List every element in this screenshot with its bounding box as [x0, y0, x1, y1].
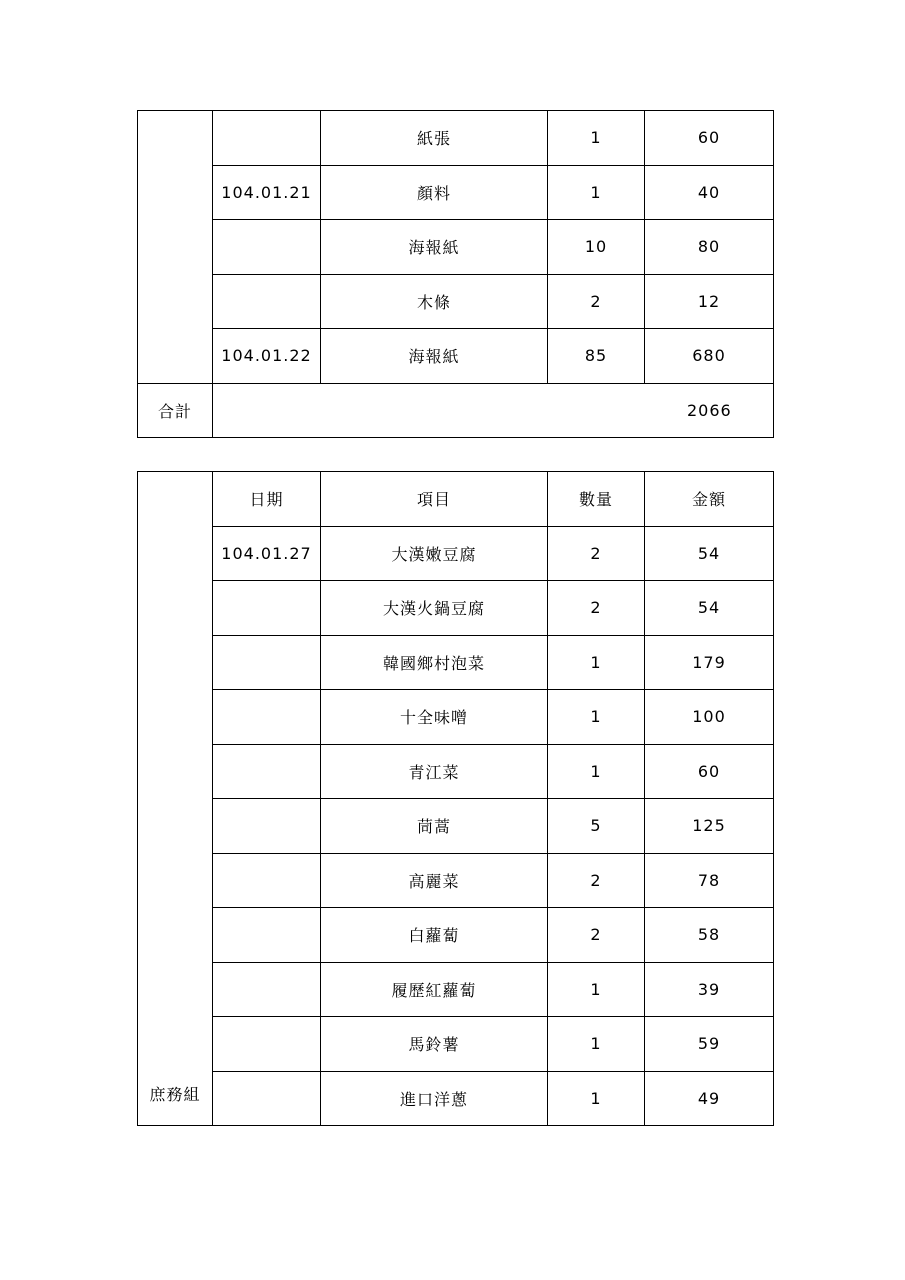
table-row: [138, 165, 774, 220]
date-cell: [213, 853, 321, 908]
qty-cell: 1: [548, 165, 645, 220]
qty-cell: 1: [548, 1017, 645, 1072]
expense-table-2: [137, 471, 774, 1126]
table-row: [138, 1071, 774, 1126]
expense-table-1: [137, 110, 774, 438]
table-row: [138, 111, 774, 166]
amount-cell: 12: [645, 274, 774, 329]
qty-cell: 1: [548, 962, 645, 1017]
item-cell: 大漢嫩豆腐: [321, 526, 548, 581]
header-item: 項目: [321, 472, 548, 527]
item-cell: 履歷紅蘿蔔: [321, 962, 548, 1017]
date-cell: [213, 274, 321, 329]
date-cell: [213, 220, 321, 275]
item-cell: 木條: [321, 274, 548, 329]
amount-cell: 60: [645, 111, 774, 166]
qty-cell: 2: [548, 908, 645, 963]
qty-cell: 1: [548, 635, 645, 690]
amount-cell: 125: [645, 799, 774, 854]
item-cell: 海報紙: [321, 220, 548, 275]
item-cell: 韓國鄉村泡菜: [321, 635, 548, 690]
amount-cell: 100: [645, 690, 774, 745]
amount-cell: 60: [645, 744, 774, 799]
date-cell: [213, 111, 321, 166]
total-row: [138, 383, 774, 438]
item-cell: 顏料: [321, 165, 548, 220]
table-row: [138, 962, 774, 1017]
date-cell: 104.01.22: [213, 329, 321, 384]
item-cell: 大漢火鍋豆腐: [321, 581, 548, 636]
table-row: [138, 220, 774, 275]
amount-cell: 179: [645, 635, 774, 690]
date-cell: [213, 581, 321, 636]
group-label: 庶務組: [138, 472, 213, 1126]
qty-cell: 10: [548, 220, 645, 275]
total-value-cell: [213, 383, 774, 438]
header-date: 日期: [213, 472, 321, 527]
date-cell: [213, 1071, 321, 1126]
qty-cell: 1: [548, 111, 645, 166]
date-cell: 104.01.21: [213, 165, 321, 220]
qty-cell: 1: [548, 744, 645, 799]
date-cell: [213, 635, 321, 690]
table-row: [138, 526, 774, 581]
table-row: [138, 690, 774, 745]
amount-cell: 40: [645, 165, 774, 220]
amount-cell: 54: [645, 581, 774, 636]
item-cell: 海報紙: [321, 329, 548, 384]
table-row: [138, 635, 774, 690]
header-row: [138, 472, 774, 527]
qty-cell: 1: [548, 690, 645, 745]
amount-cell: 49: [645, 1071, 774, 1126]
table-row: [138, 853, 774, 908]
date-cell: [213, 744, 321, 799]
amount-cell: 78: [645, 853, 774, 908]
qty-cell: 2: [548, 853, 645, 908]
amount-cell: 80: [645, 220, 774, 275]
qty-cell: 85: [548, 329, 645, 384]
table-row: [138, 1017, 774, 1072]
table-row: [138, 744, 774, 799]
table-row: [138, 274, 774, 329]
qty-cell: 2: [548, 526, 645, 581]
amount-cell: 39: [645, 962, 774, 1017]
date-cell: [213, 690, 321, 745]
item-cell: 進口洋蔥: [321, 1071, 548, 1126]
item-cell: 茼蒿: [321, 799, 548, 854]
item-cell: 高麗菜: [321, 853, 548, 908]
date-cell: 104.01.27: [213, 526, 321, 581]
date-cell: [213, 962, 321, 1017]
amount-cell: 58: [645, 908, 774, 963]
total-label: 合計: [138, 383, 213, 438]
date-cell: [213, 799, 321, 854]
table-row: [138, 908, 774, 963]
item-cell: 白蘿蔔: [321, 908, 548, 963]
table-row: [138, 581, 774, 636]
amount-cell: 680: [645, 329, 774, 384]
item-cell: 青江菜: [321, 744, 548, 799]
qty-cell: 2: [548, 581, 645, 636]
qty-cell: 5: [548, 799, 645, 854]
amount-cell: 59: [645, 1017, 774, 1072]
item-cell: 馬鈴薯: [321, 1017, 548, 1072]
header-qty: 數量: [548, 472, 645, 527]
item-cell: 紙張: [321, 111, 548, 166]
qty-cell: 1: [548, 1071, 645, 1126]
header-amount: 金額: [645, 472, 774, 527]
table-row: [138, 329, 774, 384]
date-cell: [213, 1017, 321, 1072]
amount-cell: 54: [645, 526, 774, 581]
date-cell: [213, 908, 321, 963]
group-cell: [138, 111, 213, 384]
total-value: 2066: [687, 400, 732, 420]
item-cell: 十全味噌: [321, 690, 548, 745]
qty-cell: 2: [548, 274, 645, 329]
table-row: [138, 799, 774, 854]
